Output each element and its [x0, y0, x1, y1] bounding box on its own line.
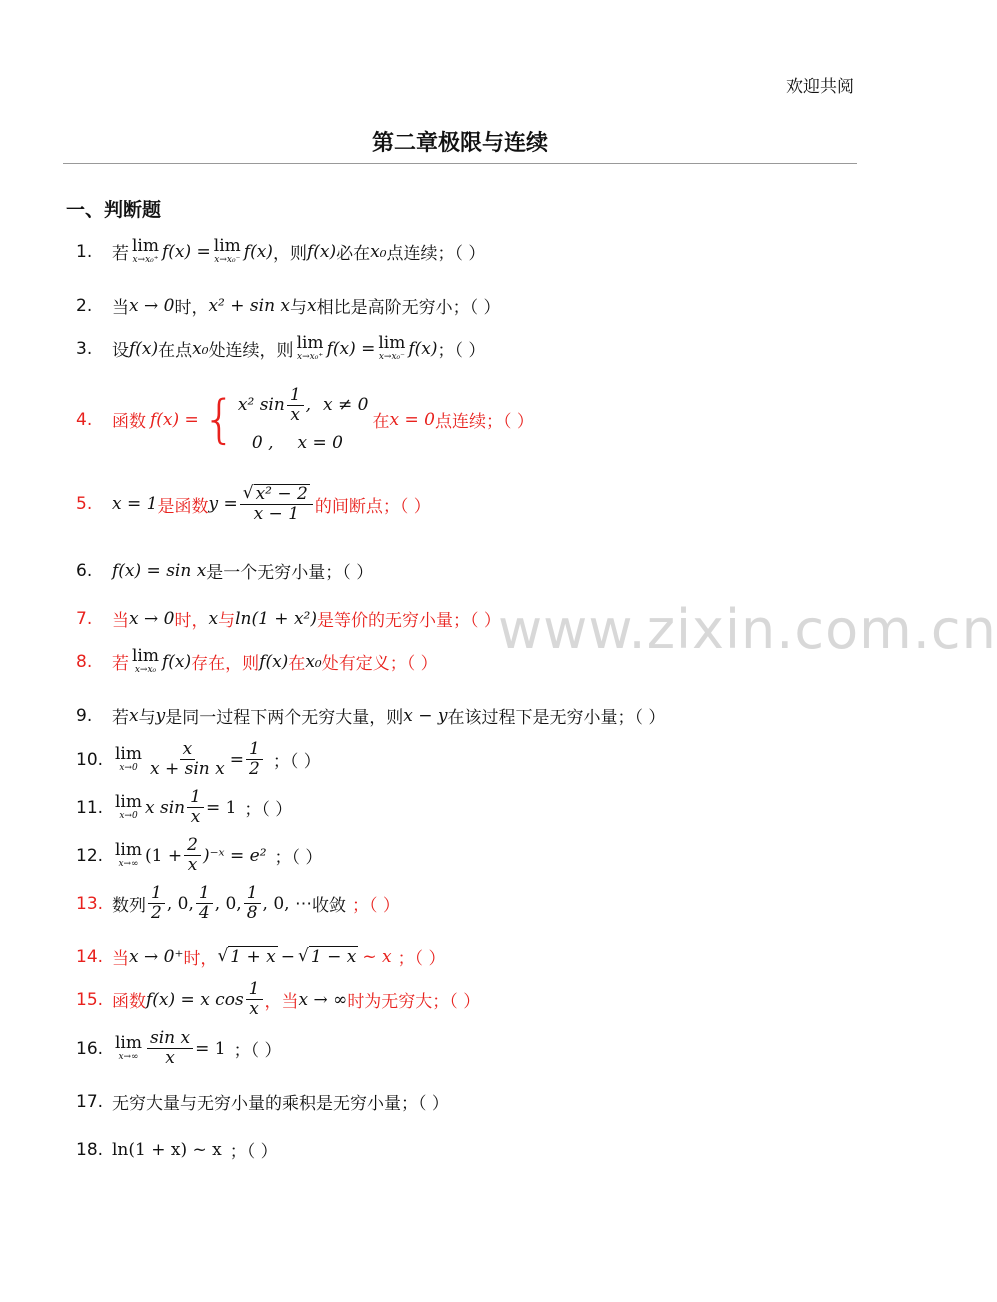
question-7: 7. 当 x → 0 时， x 与 ln(1 + x²) 是等价的无穷小量；（ ）: [76, 608, 501, 631]
page-header: 欢迎共阅: [786, 77, 854, 97]
question-8: 8. 若 lim x→x₀ f(x) 存在，则 f(x) 在 x₀ 处有定义；（ ）: [76, 646, 438, 675]
title-divider: [63, 163, 857, 164]
question-3: 3. 设 f(x) 在点 x₀ 处连续，则 lim x→x₀⁺ f(x) = lim x→x₀⁻ f(x) ；（ ）: [76, 333, 486, 362]
question-number: 1.: [76, 241, 93, 262]
question-18: 18. ln(1 + x) ~ x ；（ ）: [76, 1139, 278, 1162]
question-17: 17. 无穷大量与无穷小量的乘积是无穷小量；（ ）: [76, 1091, 449, 1114]
watermark: www.zixin.com.cn: [498, 598, 997, 661]
question-16: 16. lim x→∞ $\frac{\text{sin x}}{x}$ = 1 ；（ ）: [76, 1028, 282, 1068]
question-13: 13. 数列 $\frac{1}{2}$ , 0, $\frac{1}{4}$ , 0, $\frac{1}{8}$ , 0, ⋯ 收敛 ；（ ）: [76, 883, 400, 923]
question-4: 4. 函数 f(x) = { x² sin $\frac{1}{x}$ , x ≠ 0 0 , x = 0 在 x = 0 点连续；（ ）: [76, 385, 534, 453]
piecewise-brace: { x² sin $\frac{1}{x}$ , x ≠ 0 0 , x = 0: [202, 385, 369, 453]
question-14: 14. 当 x → 0⁺ 时， √ 1 + x − √ 1 − x ~ x ；（ ）: [76, 946, 446, 969]
question-5: 5. x = 1 是函数 y = √ x² − 2 x − 1 的间断点；（ ）: [76, 483, 431, 524]
question-6: 6. f(x) = sin x 是一个无穷小量；（ ）: [76, 560, 374, 583]
question-12: 12. lim x→∞ (1 + $\frac{2}{x}$ )⁻ˣ = e² ；（ ）: [76, 835, 323, 875]
question-1: 1. 若 lim x→x₀⁺ f(x) = lim x→x₀⁻ f(x) ，则 f(x) 必在 x₀ 点连续；（ ）: [76, 236, 486, 265]
section-heading: 一、判断题: [66, 199, 162, 221]
question-15: 15. 函数 f(x) = x cos $\frac{1}{x}$ ，当 x → ∞ 时为无穷大；（ ）: [76, 979, 481, 1019]
question-2: 2. 当 x → 0 时， x² + sin x 与 x 相比是高阶无穷小；（ ）: [76, 295, 501, 318]
chapter-title: 第二章极限与连续: [371, 131, 548, 156]
question-10: 10. lim x→0 $\frac{x}{\text{x + sin x}}$ = $\frac{1}{2}$ ；（ ）: [76, 739, 321, 779]
question-11: 11. lim x→0 x sin $\frac{1}{x}$ = 1 ；（ ）: [76, 787, 293, 827]
question-9: 9. 若 x 与 y 是同一过程下两个无穷大量，则 x − y 在该过程下是无穷小量；（ ）: [76, 705, 666, 728]
